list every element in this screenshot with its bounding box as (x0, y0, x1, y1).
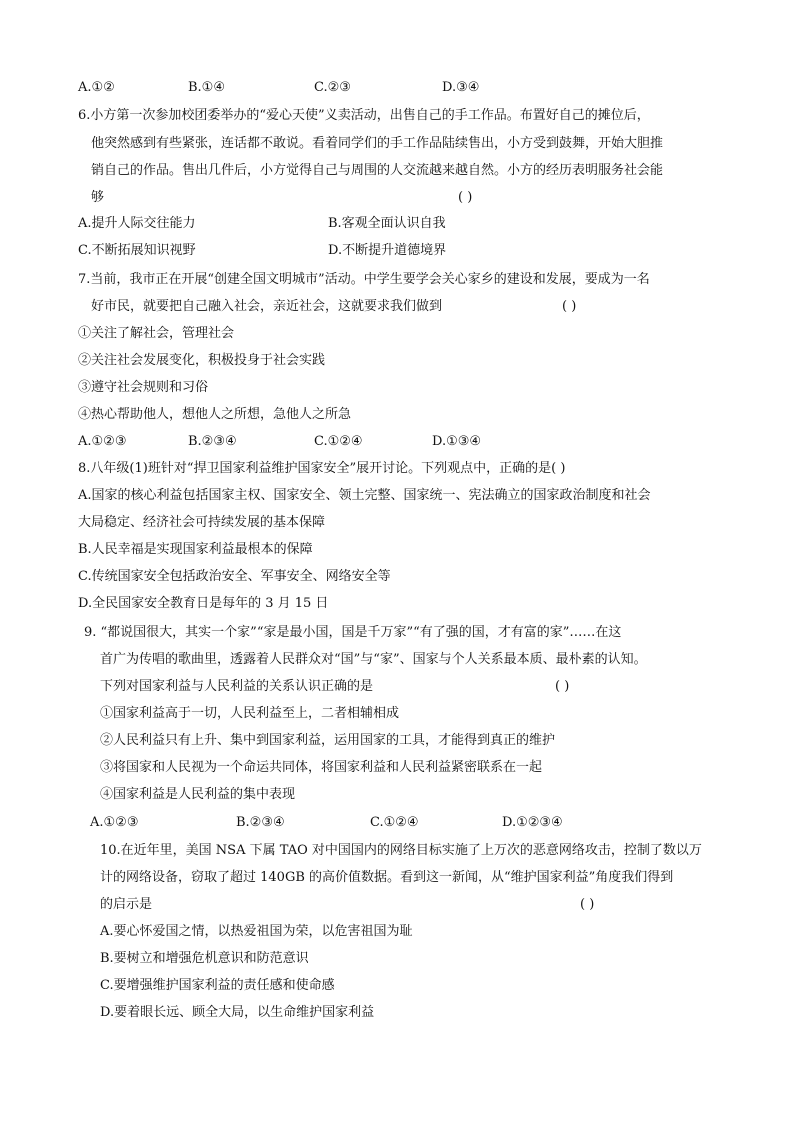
q8-option-d: D.全民国家安全教育日是每年的 3 月 15 日 (78, 596, 329, 611)
q7-option-b: B.②③④ (188, 434, 237, 449)
q9-stem-line-3: 下列对国家利益与人民利益的关系认识正确的是 (100, 679, 374, 694)
q6-stem-line-2: 他突然感到有些紧张，连话都不敢说。看着同学们的手工作品陆续售出，小方受到鼓舞，开始大胆推 (91, 136, 664, 151)
q9-option-a: A.①②③ (90, 815, 139, 830)
q5-option-b: B.①④ (188, 80, 225, 95)
q9-statement-3: ③将国家和人民视为一个命运共同体，将国家利益和人民利益紧密联系在一起 (100, 760, 543, 775)
q9-statement-1: ①国家利益高于一切，人民利益至上，二者相辅相成 (100, 706, 400, 721)
q10-stem-line-2: 计的网络设备，窃取了超过 140GB 的高价值数据。看到这一新闻，从“维护国家利益”角度我们得到 (100, 870, 674, 885)
q9-option-b: B.②③④ (236, 815, 285, 830)
q8-option-a-line-2: 大局稳定、经济社会可持续发展的基本保障 (78, 515, 326, 530)
q6-stem-line-1: 6.小方第一次参加校团委举办的“爱心天使”义卖活动，出售自己的手工作品。布置好自己的摊位后， (78, 108, 650, 123)
q10-option-c: C.要增强维护国家利益的责任感和使命感 (100, 978, 335, 993)
q10-stem-line-3: 的启示是 (100, 897, 153, 912)
q6-answer-paren: ( ) (458, 190, 473, 205)
q10-option-a: A.要心怀爱国之情，以热爱祖国为荣，以危害祖国为耻 (100, 924, 413, 939)
q7-option-d: D.①③④ (432, 434, 482, 449)
q8-stem: 8.八年级(1)班针对“捍卫国家利益维护国家安全”展开讨论。下列观点中，正确的是( ) (78, 461, 566, 476)
q7-statement-3: ③遵守社会规则和习俗 (78, 380, 209, 395)
q5-option-c: C.②③ (314, 80, 351, 95)
q6-option-a: A.提升人际交往能力 (78, 216, 196, 231)
q8-option-c: C.传统国家安全包括政治安全、军事安全、网络安全等 (78, 569, 391, 584)
q7-stem-line-1: 7.当前，我市正在开展“创建全国文明城市”活动。中学生要学会关心家乡的建设和发展，要成为一名 (78, 272, 650, 287)
q7-stem-line-2: 好市民，就要把自己融入社会，亲近社会，这就要求我们做到 (91, 299, 443, 314)
q9-option-c: C.①②④ (370, 815, 419, 830)
q7-option-a: A.①②③ (78, 434, 127, 449)
q9-statement-2: ②人民利益只有上升、集中到国家利益，运用国家的工具，才能得到真正的维护 (100, 733, 556, 748)
q9-stem-line-1: 9. “都说国很大，其实一个家”“家是最小国，国是千万家”“有了强的国，才有富的家”……在这 (84, 625, 622, 640)
q6-stem-line-3: 销自己的作品。售出几件后，小方觉得自己与周围的人交流越来越自然。小方的经历表明服务社会能 (91, 163, 664, 178)
q9-answer-paren: ( ) (555, 679, 570, 694)
q7-statement-1: ①关注了解社会，管理社会 (78, 326, 235, 341)
q9-statement-4: ④国家利益是人民利益的集中表现 (100, 787, 296, 802)
q7-statement-2: ②关注社会发展变化，积极投身于社会实践 (78, 353, 326, 368)
q8-option-b: B.人民幸福是实现国家利益最根本的保障 (78, 542, 313, 557)
q10-stem-line-1: 10.在近年里，美国 NSA 下属 TAO 对中国国内的网络目标实施了上万次的恶意网络攻击，控制了数以万 (100, 843, 702, 858)
q10-answer-paren: ( ) (580, 897, 595, 912)
q7-statement-4: ④热心帮助他人，想他人之所想，急他人之所急 (78, 407, 352, 422)
q6-option-c: C.不断拓展知识视野 (78, 243, 196, 258)
q9-option-d: D.①②③④ (502, 815, 563, 830)
q8-option-a-line-1: A.国家的核心利益包括国家主权、国家安全、领土完整、国家统一、宪法确立的国家政治制度和社会 (78, 488, 651, 503)
q9-stem-line-2: 首广为传唱的歌曲里，透露着人民群众对“国”与“家”、国家与个人关系最本质、最朴素的认知。 (100, 652, 647, 667)
q10-option-b: B.要树立和增强危机意识和防范意识 (100, 951, 309, 966)
q10-option-d: D.要着眼长远、顾全大局，以生命维护国家利益 (100, 1005, 375, 1020)
q6-option-d: D.不断提升道德境界 (328, 243, 447, 258)
q7-answer-paren: ( ) (562, 299, 577, 314)
q6-stem-line-4: 够 (91, 190, 105, 205)
q7-option-c: C.①②④ (314, 434, 363, 449)
q5-option-d: D.③④ (442, 80, 480, 95)
q5-option-a: A.①② (78, 80, 115, 95)
q6-option-b: B.客观全面认识自我 (328, 216, 446, 231)
